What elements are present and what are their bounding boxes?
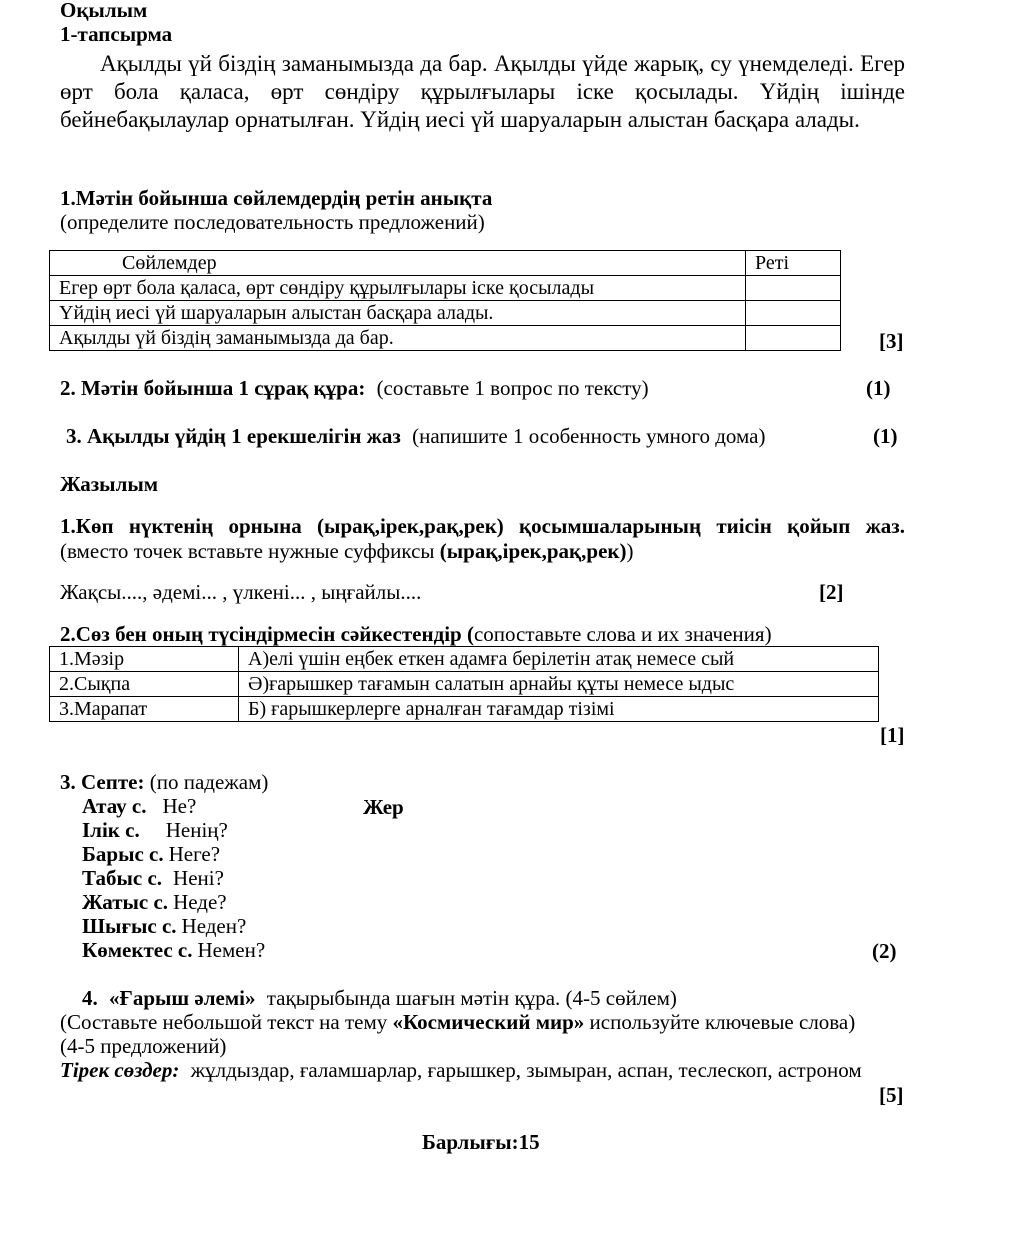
word-cell: 3.Марапат [50, 697, 239, 722]
case-name: Атау с. [82, 794, 147, 818]
w4-num: 4. [82, 986, 98, 1010]
w4-keywords-line [60, 1058, 862, 1082]
order-cell[interactable] [746, 301, 841, 326]
section-title-writing: Жазылым [60, 472, 159, 496]
case-question: Неге? [168, 842, 221, 866]
section-title-reading: Оқылым [60, 0, 148, 22]
total-score: Барлығы:15 [422, 1130, 540, 1154]
case-row [82, 938, 265, 962]
w1-points: [2] [819, 580, 844, 604]
w4-ru-bold: «Космический мир» [392, 1010, 585, 1034]
word-cell: 1.Мәзір [50, 647, 239, 672]
w3-word: Жер [363, 795, 404, 819]
w3-title-bold: 3. Септе: [60, 770, 145, 794]
q3-points: (1) [873, 424, 898, 448]
q2-points: (1) [866, 376, 891, 400]
case-row [82, 914, 246, 938]
w4-line1 [82, 986, 677, 1010]
w4-points: [5] [879, 1083, 904, 1107]
case-row [82, 890, 227, 914]
table-row [50, 672, 879, 697]
w4-ru-end: используйте ключевые слова) [589, 1010, 856, 1034]
q2-bold: 2. Мәтін бойынша 1 сұрақ құра: [60, 376, 366, 400]
w4-line2 [60, 1010, 855, 1034]
w2-points: [1] [880, 723, 905, 747]
table-row [50, 647, 879, 672]
w4-rest: тақырыбында шағын мәтін құра. (4-5 сөйлем) [266, 986, 677, 1010]
w3-points: (2) [872, 939, 897, 963]
q1-title: 1.Мәтін бойынша сөйлемдердің ретін анықта [60, 186, 493, 210]
case-row [82, 842, 220, 866]
case-question: Нені? [173, 866, 224, 890]
q3-bold: 3. Ақылды үйдің 1 ерекшелігін жаз [66, 424, 401, 448]
w1-suffixes: (ырақ,ірек,рақ,рек) [439, 539, 627, 563]
case-name: Барыс с. [82, 842, 164, 866]
order-cell[interactable] [746, 276, 841, 301]
meaning-cell: А)елі үшін еңбек еткен адамға берілетін атақ немесе сый [239, 647, 879, 672]
q2-line [60, 376, 649, 400]
sentence-cell: Ақылды үй біздің заманымызда да бар. [50, 326, 746, 351]
w2-title-bold: 2.Сөз бен оның түсіндірмесін сәйкестендір ( [60, 622, 474, 646]
w2-title-normal: сопоставьте слова и их значения) [473, 622, 772, 646]
table-header-row [50, 251, 841, 276]
sentence-order-table [49, 250, 841, 351]
table-row [50, 326, 841, 351]
reading-paragraph: Ақылды үй біздің заманымызда да бар. Ақылды үйде жарық, су үнемделеді. Егер өрт бола қаласа, өрт сөндіру құрылғылары іске қосылады. Үйдің ішінде бейнебақылаулар орнатылған. Үйдің иесі үй шаруаларын алыстан басқара алады. [60, 51, 905, 132]
w4-keywords-label: Тірек сөздер: [60, 1058, 180, 1082]
case-row [82, 818, 228, 842]
header-sentences: Сөйлемдер [50, 251, 746, 276]
word-cell: 2.Сықпа [50, 672, 239, 697]
order-cell[interactable] [746, 326, 841, 351]
w1-title: 1.Көп нүктенің орнына (ырақ,ірек,рақ,рек) қосымшаларының тиісін қойып жаз. [60, 514, 905, 538]
sentence-cell: Егер өрт бола қаласа, өрт сөндіру құрылғылары іске қосылады [50, 276, 746, 301]
case-name: Табыс с. [82, 866, 163, 890]
case-question: Ненің? [165, 818, 228, 842]
w1-words: Жақсы...., әдемі... , үлкені... , ыңғайлы.... [60, 580, 422, 604]
w4-line3: (4-5 предложений) [60, 1034, 227, 1058]
meaning-cell: Б) ғарышкерлерге арналған тағамдар тізімі [239, 697, 879, 722]
case-question: Неде? [173, 890, 227, 914]
case-name: Ілік с. [82, 818, 140, 842]
case-name: Шығыс с. [82, 914, 177, 938]
meaning-cell: Ә)ғарышкер тағамын салатын арнайы құты немесе ыдыс [239, 672, 879, 697]
table-row [50, 697, 879, 722]
w4-ru-normal: (Составьте небольшой текст на тему [60, 1010, 388, 1034]
task-title: 1-тапсырма [60, 22, 173, 46]
matching-table [49, 646, 879, 722]
w1-sub-normal: (вместо точек вставьте нужные суффиксы [60, 539, 435, 563]
w4-topic: «Ғарыш әлемі» [109, 986, 256, 1010]
w2-title [60, 622, 772, 646]
case-row [82, 794, 196, 818]
header-order: Реті [746, 251, 841, 276]
case-name: Көмектес с. [82, 938, 193, 962]
case-name: Жатыс с. [82, 890, 169, 914]
q3-line [66, 424, 765, 448]
case-question: Не? [162, 794, 197, 818]
w4-keywords: жұлдыздар, ғаламшарлар, ғарышкер, зымыран, аспан, теслескоп, астроном [190, 1058, 862, 1082]
w1-subtitle [60, 539, 634, 563]
w1-sub-close: ) [626, 539, 634, 563]
case-question: Неден? [181, 914, 247, 938]
case-question: Немен? [197, 938, 266, 962]
q3-normal: (напишите 1 особенность умного дома) [412, 424, 766, 448]
q1-subtitle: (определите последовательность предложений) [60, 210, 485, 234]
w3-title [60, 770, 268, 794]
case-row [82, 866, 224, 890]
w3-title-normal: (по падежам) [149, 770, 269, 794]
q1-points: [3] [879, 329, 904, 353]
sentence-cell: Үйдің иесі үй шаруаларын алыстан басқара алады. [50, 301, 746, 326]
q2-normal: (составьте 1 вопрос по тексту) [376, 376, 649, 400]
table-row [50, 276, 841, 301]
table-row [50, 301, 841, 326]
